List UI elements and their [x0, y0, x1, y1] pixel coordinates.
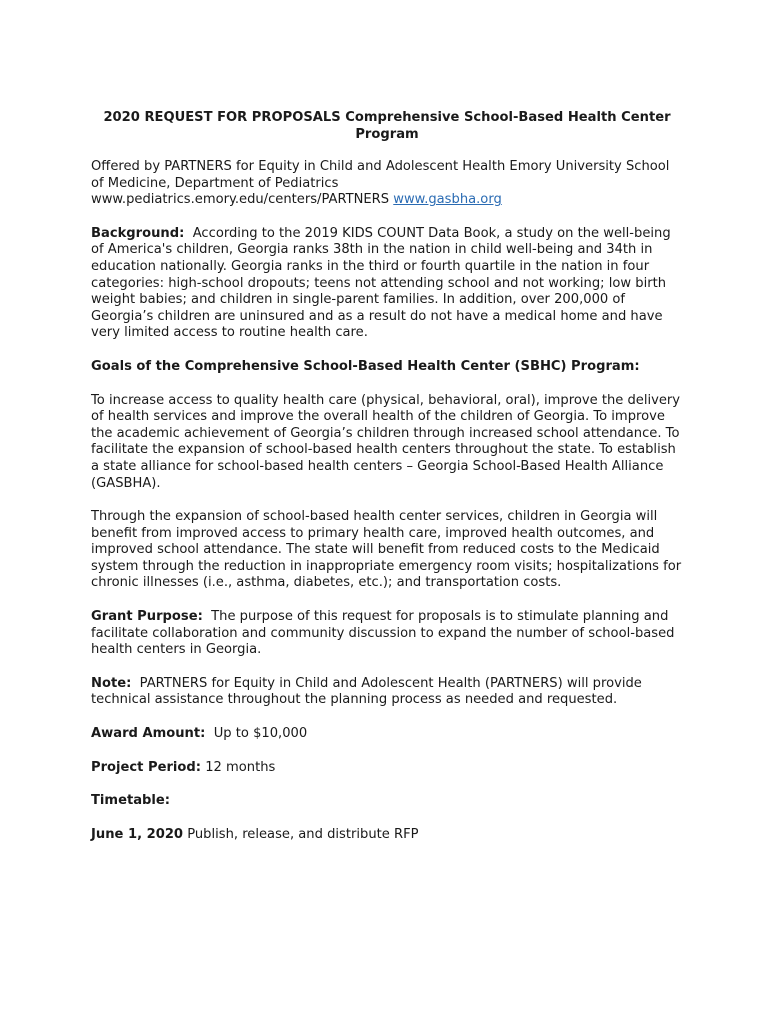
timetable-entry — [91, 827, 683, 844]
goals-paragraph-2: Through the expansion of school-based health center services, children in Georgia will benefit from improved access to primary health care, improved health outcomes, and improved school attendance. The state will benefit from reduced costs to the Medicaid system through the reduction in inappropriate emergency room visits; hospitalizations for chronic illnesses (i.e., asthma, diabetes, etc.); and transportation costs. — [91, 509, 682, 591]
offered-by-paragraph — [91, 159, 683, 209]
timetable-text: Publish, release, and distribute RFP — [187, 826, 419, 842]
pediatrics-url: www.pediatrics.emory.edu/centers/PARTNERS — [91, 192, 390, 208]
award-amount-line — [91, 726, 683, 743]
project-period-line — [91, 760, 683, 777]
goals-heading: Goals of the Comprehensive School-Based Health Center (SBHC) Program: — [91, 358, 640, 374]
project-period-value: 12 months — [205, 759, 276, 775]
project-period-label: Project Period: — [91, 759, 202, 775]
grant-purpose-label: Grant Purpose: — [91, 609, 203, 625]
note-text: PARTNERS for Equity in Child and Adolescent Health (PARTNERS) will provide technical assistance throughout the planning process as needed and requested. — [91, 675, 642, 708]
background-paragraph — [91, 226, 683, 342]
background-text: According to the 2019 KIDS COUNT Data Book, a study on the well-being of America's children, Georgia ranks 38th in the nation in child well-being and 34th in education nationally. Georgia ranks in the third or fourth quartile in the nation in four categories: high-school dropouts; teens not attending school and not working; low birth weight babies; and children in single-parent families. In addition, over 200,000 of Georgia’s children are uninsured and as a result do not have a medical home and have very limited access to routine health care. — [91, 225, 671, 341]
goals-paragraph-1: To increase access to quality health care (physical, behavioral, oral), improve the delivery of health services and improve the overall health of the children of Georgia. To improve the academic achievement of Georgia’s children through increased school attendance. To facilitate the expansion of school-based health centers throughout the state. To establish a state alliance for school-based health centers – Georgia School-Based Health Alliance (GASBHA). — [91, 392, 681, 491]
note-label: Note: — [91, 675, 132, 691]
grant-purpose-text: The purpose of this request for proposals is to stimulate planning and facilitate collaboration and community discussion to expand the number of school-based health centers in Georgia. — [91, 609, 675, 658]
background-label: Background: — [91, 225, 185, 241]
timetable-heading: Timetable: — [91, 793, 171, 809]
document-title: 2020 REQUEST FOR PROPOSALS Comprehensive School-Based Health Center Program — [103, 110, 671, 142]
gasbha-link[interactable]: www.gasbha.org — [393, 192, 502, 208]
timetable-date: June 1, 2020 — [91, 826, 184, 842]
offered-by-text: Offered by PARTNERS for Equity in Child and Adolescent Health Emory University School of Medicine, Department of Pediatrics — [91, 159, 670, 191]
award-amount-value: Up to $10,000 — [213, 726, 308, 742]
note-paragraph — [91, 676, 683, 709]
award-amount-label: Award Amount: — [91, 726, 206, 742]
grant-purpose-paragraph — [91, 609, 683, 659]
document-page — [91, 109, 683, 860]
